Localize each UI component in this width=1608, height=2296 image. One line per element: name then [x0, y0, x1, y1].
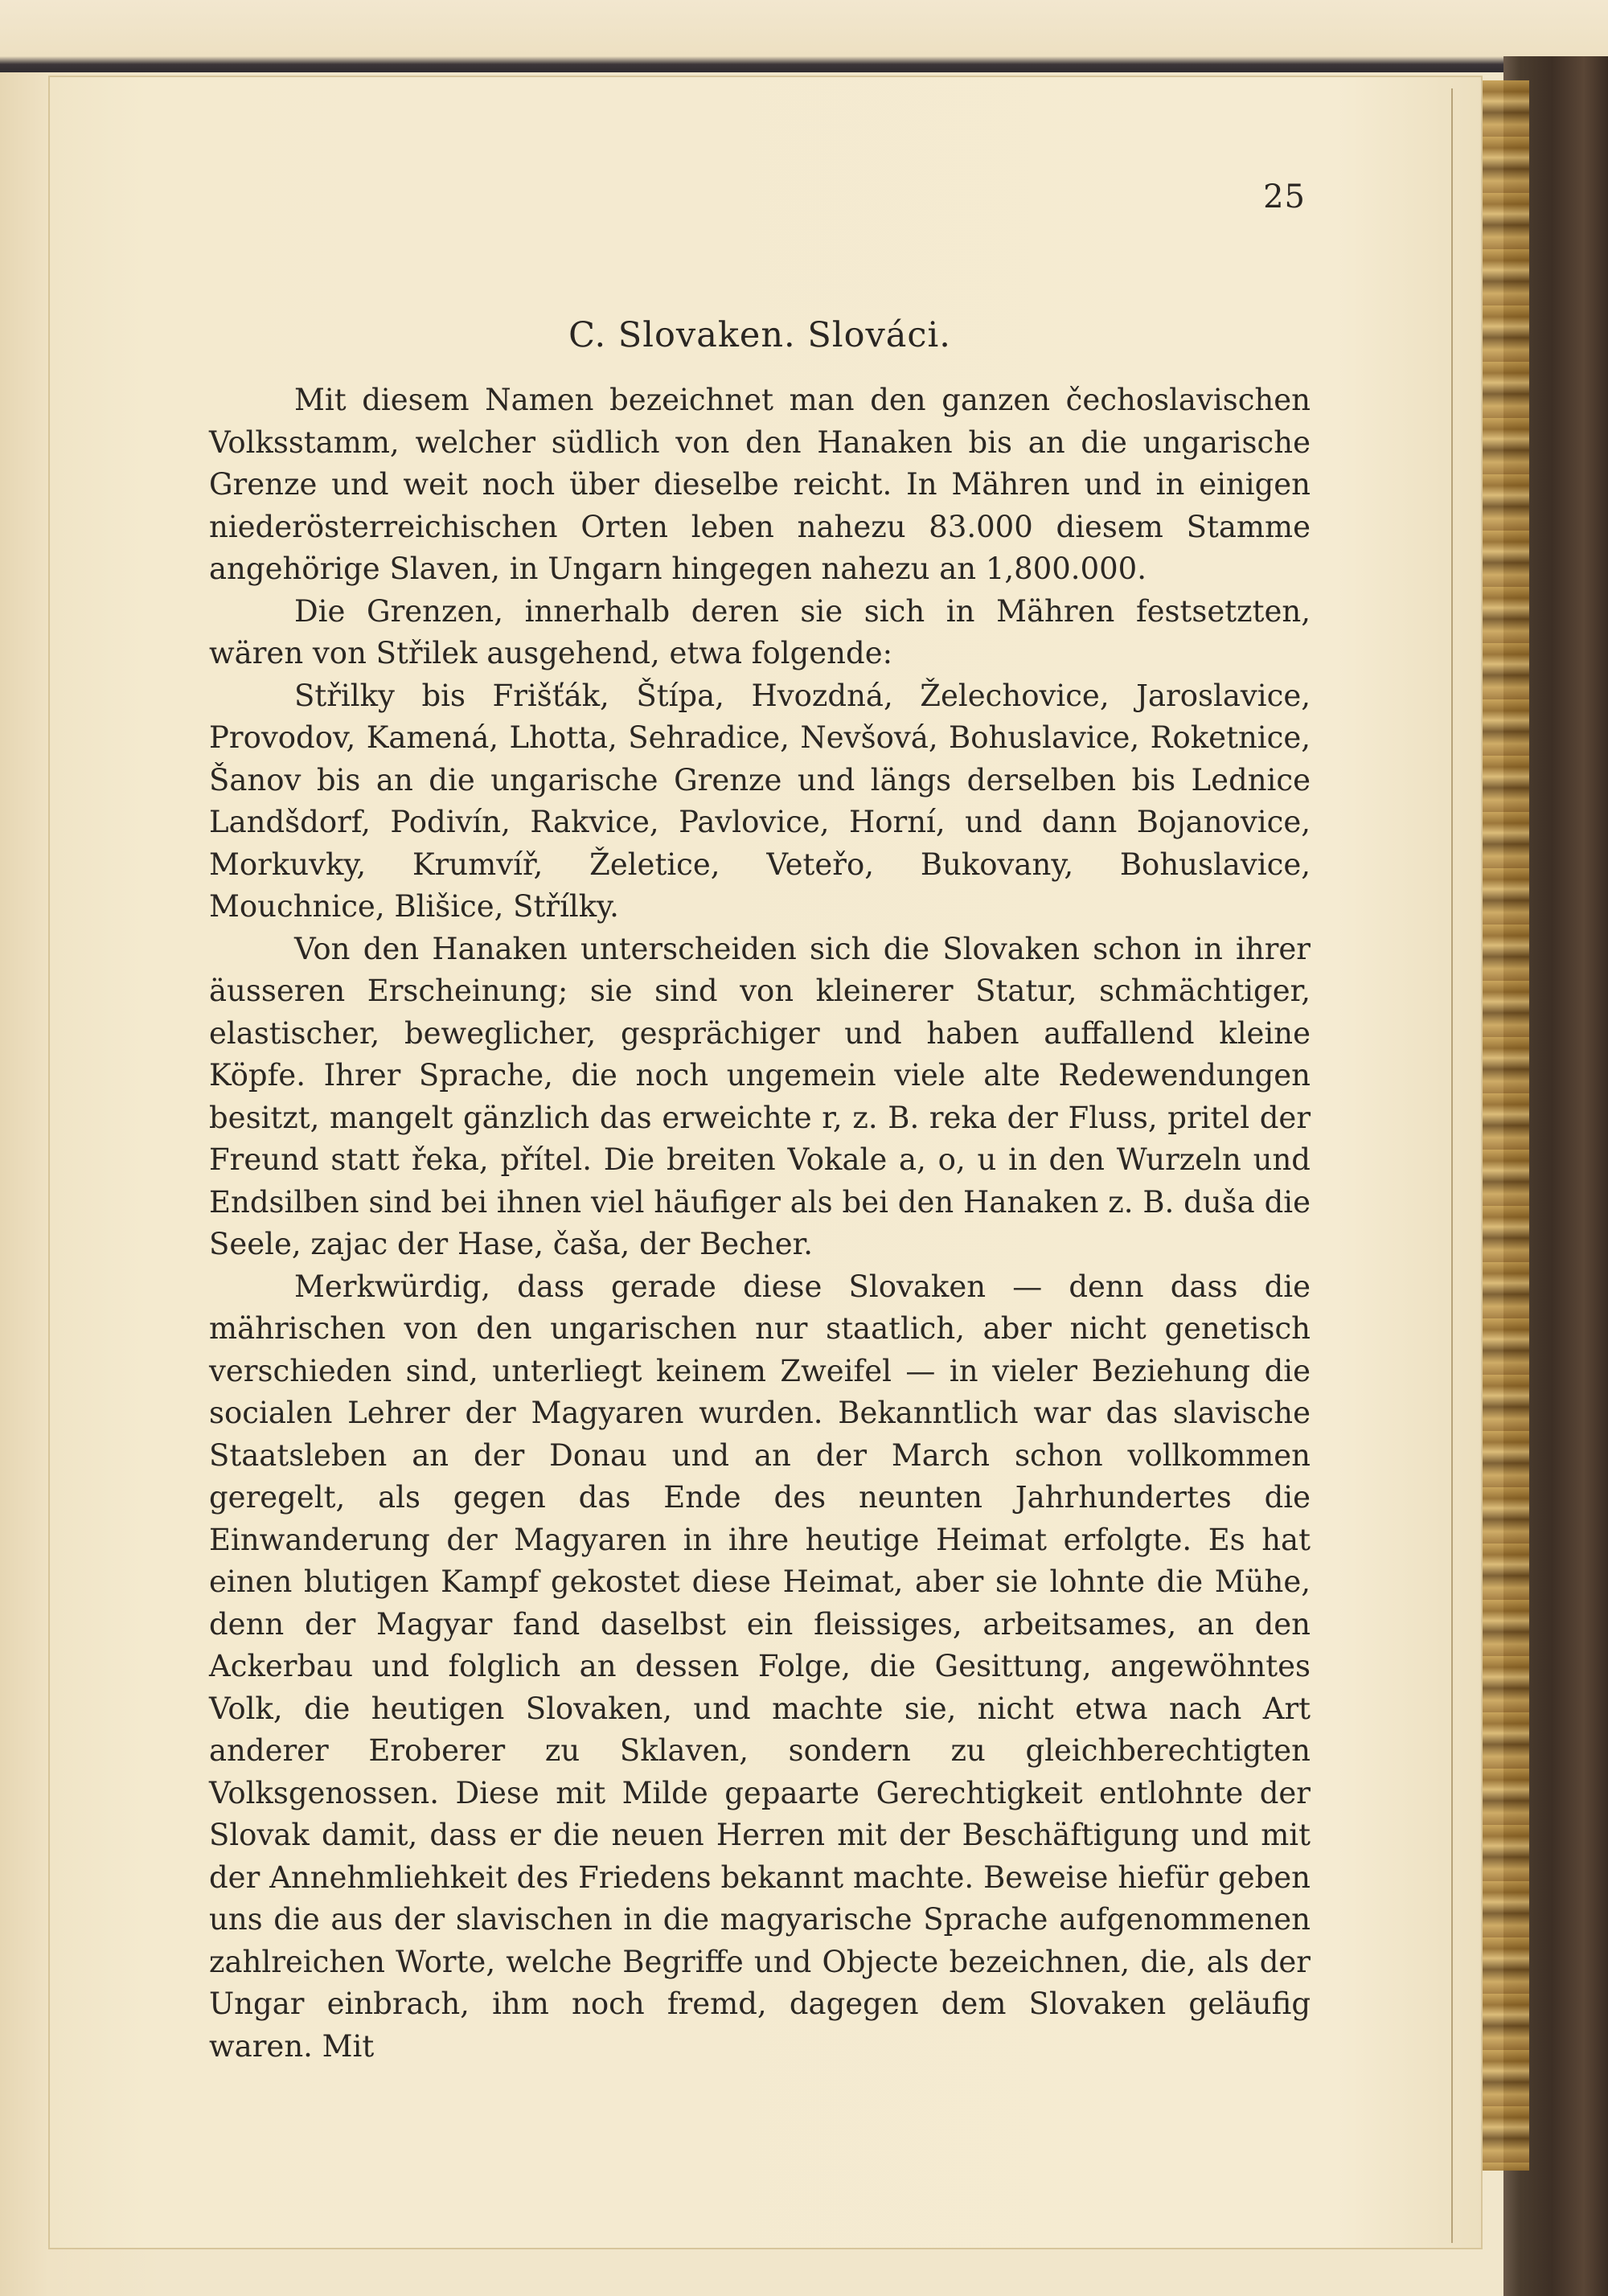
body-text [209, 379, 1311, 2068]
marbled-cover-edge [1481, 80, 1529, 2171]
paragraph-4: Von den Hanaken unterscheiden sich die Slovaken schon in ihrer äusseren Erscheinung; sie sind von kleinerer Statur, schmächtiger, elastischer, beweglicher, gesprächiger und haben auffallend kleine Köpfe. Ihrer Sprache, die noch ungemein viele alte Redewendungen besitzt, mangelt gänzlich das erweichte r, z. B. reka der Fluss, pritel der Freund statt řeka, přítel. Die breiten Vokale a, o, u in den Wurzeln und Endsilben sind bei ihnen viel häufiger als bei den Hanaken z. B. duša die Seele, zajac der Hase, čaša, der Becher. [209, 931, 1311, 1261]
paragraph-5: Merkwürdig, dass gerade diese Slovaken — denn dass die mährischen von den ungarischen nur staatlich, aber nicht genetisch verschieden sind, unterliegt keinem Zweifel — in vieler Beziehung die socialen Lehrer der Magyaren wurden. Bekanntlich war das slavische Staatsleben an der Donau und an der March schon vollkommen geregelt, als gegen das Ende des neunten Jahrhundertes die Einwanderung der Magyaren in ihre heutige Heimat erfolgte. Es hat einen blutigen Kampf gekostet diese Heimat, aber sie lohnte die Mühe, denn der Magyar fand daselbst ein fleissiges, arbeitsames, an den Ackerbau und folglich an dessen Folge, die Gesittung, angewöhntes Volk, die heutigen Slovaken, und machte sie, nicht etwa nach Art anderer Eroberer zu Sklaven, sondern zu gleichberechtigten Volksgenossen. Diese mit Milde gepaarte Gerechtigkeit entlohnte der Slovak damit, dass er die neuen Herren mit der Beschäftigung und mit der Annehmliehkeit des Friedens bekannt machte. Beweise hiefür geben uns die aus der slavischen in die magyarische Sprache aufgenommenen zahlreichen Worte, welche Begriffe und Objecte bezeichnen, die, als der Ungar einbrach, ihm noch fremd, dagegen dem Slovaken geläufig waren. Mit [209, 1269, 1311, 2064]
paragraph-2: Die Grenzen, innerhalb deren sie sich in Mähren festsetzten, wären von Střilek ausgehend, etwa folgende: [209, 593, 1311, 670]
page-edge [1451, 88, 1453, 2243]
paragraph-1: Mit diesem Namen bezeichnet man den ganzen čechoslavischen Volksstamm, welcher südlich von den Hanaken bis an die ungarische Grenze und weit noch über dieselbe reicht. In Mähren und in einigen niederösterreichischen Orten leben nahezu 83.000 diesem Stamme angehörige Slaven, in Ungarn hingegen nahezu an 1,800.000. [209, 383, 1311, 586]
paragraph-3: Střilky bis Frišťák, Štípa, Hvozdná, Želechovice, Jaroslavice, Provodov, Kamená, Lhotta, Sehradice, Nevšová, Bohuslavice, Roketnice, Šanov bis an die ungarische Grenze und längs derselben bis Lednice Landšdorf, Podivín, Rakvice, Pavlovice, Horní, und dann Bojanovice, Morkuvky, Krumvíř, Želetice, Veteřo, Bukovany, Bohuslavice, Mouchnice, Blišice, Střílky. [209, 678, 1311, 924]
section-heading: C. Slovaken. Slováci. [568, 315, 951, 355]
book-top-edge [0, 0, 1608, 72]
page-number: 25 [1263, 178, 1306, 215]
